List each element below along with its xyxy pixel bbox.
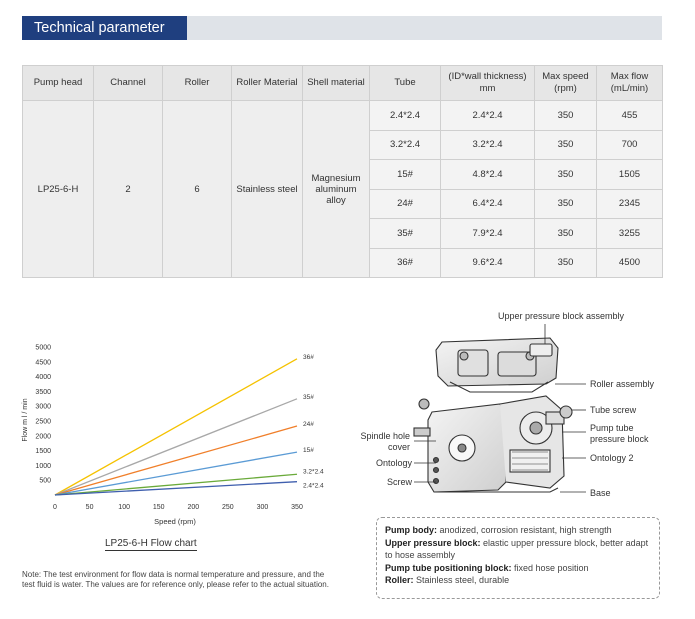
table-row: [23, 101, 663, 131]
cell-tube: 35#: [370, 219, 441, 249]
label-screw: Screw: [386, 477, 412, 487]
series-label: 24#: [303, 421, 314, 429]
cell-flow: 455: [597, 101, 663, 131]
label-pump-tube-line1: Pump tube: [590, 423, 634, 433]
cell-tube: 2.4*2.4: [370, 101, 441, 131]
cell-speed: 350: [535, 160, 597, 190]
series-label: 35#: [303, 393, 314, 401]
x-tick-label: 350: [291, 504, 303, 511]
col-pump-head: Pump head: [23, 66, 94, 101]
col-channel: Channel: [94, 66, 163, 101]
info-positioning-block: Pump tube positioning block: fixed hose position: [385, 562, 589, 573]
col-max-flow: Max flow (mL/min): [597, 66, 663, 101]
cell-flow: 3255: [597, 219, 663, 249]
x-tick-label: 50: [85, 504, 94, 511]
x-tick-label: 0: [53, 504, 57, 511]
series-label: 2.4*2.4: [303, 482, 324, 490]
cell-tube: 3.2*2.4: [370, 130, 441, 160]
series-line-1: [55, 399, 297, 495]
info-pump-body: Pump body: anodized, corrosion resistant, high strength: [385, 525, 612, 535]
info-roller: Roller: Stainless steel, durable: [385, 575, 510, 585]
label-ontology-2: Ontology 2: [590, 453, 634, 463]
y-tick-label: 2000: [35, 433, 51, 441]
cell-roller: 6: [163, 101, 232, 278]
label-pump-tube-line2: pressure block: [590, 434, 649, 444]
parameter-table: [22, 65, 663, 278]
pump-exploded-svg: [350, 300, 695, 515]
cell-size: 9.6*2.4: [441, 248, 535, 278]
feature-info-box: [376, 517, 660, 599]
cell-flow: 2345: [597, 189, 663, 219]
label-upper-pressure-block-assembly: Upper pressure block assembly: [498, 311, 625, 321]
y-tick-label: 1000: [35, 462, 51, 470]
cell-speed: 350: [535, 101, 597, 131]
y-tick-label: 500: [39, 477, 51, 485]
series-label: 36#: [303, 353, 314, 361]
x-tick-label: 250: [222, 504, 234, 511]
y-tick-label: 3000: [35, 403, 51, 411]
section-title: Technical parameter: [22, 16, 187, 40]
label-ontology: Ontology: [375, 458, 412, 468]
y-tick-label: 1500: [35, 448, 51, 456]
cell-model: LP25-6-H: [23, 101, 94, 278]
series-line-0: [55, 359, 297, 495]
cell-tube: 24#: [370, 189, 441, 219]
pump-exploded-diagram: [350, 300, 695, 515]
chart-title: LP25-6-H Flow chart: [105, 538, 197, 549]
cell-tube: 15#: [370, 160, 441, 190]
label-base: Base: [590, 488, 611, 498]
section-header-bar: [22, 16, 662, 40]
cell-size: 4.8*2.4: [441, 160, 535, 190]
x-tick-label: 150: [152, 504, 165, 511]
y-axis-label: Flow m l / min: [22, 398, 29, 442]
y-tick-label: 4000: [35, 374, 51, 382]
label-spindle-line2: cover: [387, 442, 410, 452]
col-roller-material: Roller Material: [232, 66, 303, 101]
cell-shell-material: Magnesium aluminum alloy: [303, 101, 370, 278]
cell-tube: 36#: [370, 248, 441, 278]
col-roller: Roller: [163, 66, 232, 101]
cell-size: 2.4*2.4: [441, 101, 535, 131]
x-tick-label: 300: [256, 504, 269, 511]
y-tick-label: 4500: [35, 359, 51, 367]
pump-body-drawing: [414, 396, 572, 492]
cell-flow: 4500: [597, 248, 663, 278]
x-tick-label: 100: [118, 504, 130, 511]
series-label: 3.2*2.4: [303, 468, 324, 476]
x-tick-label: 200: [187, 504, 200, 511]
cell-speed: 350: [535, 189, 597, 219]
cell-flow: 700: [597, 130, 663, 160]
y-tick-label: 5000: [35, 344, 51, 352]
y-tick-label: 2500: [35, 418, 51, 426]
upper-pressure-block-drawing: [436, 338, 558, 392]
test-note: Note: The test environment for flow data is normal temperature and pressure, and the test fluid is water. The values are for reference only, please refer to the actual situation.: [22, 570, 329, 589]
cell-speed: 350: [535, 248, 597, 278]
info-upper-pressure-block: Upper pressure block: elastic upper pressure block, better adapt to hose assembly: [385, 537, 649, 560]
label-spindle-line1: Spindle hole: [360, 431, 410, 441]
cell-size: 7.9*2.4: [441, 219, 535, 249]
cell-speed: 350: [535, 130, 597, 160]
cell-size: 3.2*2.4: [441, 130, 535, 160]
x-axis-label: Speed (rpm): [154, 517, 196, 526]
label-tube-screw: Tube screw: [590, 405, 637, 415]
col-max-speed: Max speed (rpm): [535, 66, 597, 101]
col-wall-thickness: (ID*wall thickness) mm: [441, 66, 535, 101]
table-header-row: [23, 66, 663, 101]
col-shell-material: Shell material: [303, 66, 370, 101]
flow-chart: [0, 300, 340, 560]
cell-size: 6.4*2.4: [441, 189, 535, 219]
cell-roller-material: Stainless steel: [232, 101, 303, 278]
flow-chart-svg: [0, 300, 340, 535]
label-roller-assembly: Roller assembly: [590, 379, 655, 389]
cell-channel: 2: [94, 101, 163, 278]
series-label: 15#: [303, 447, 314, 455]
cell-speed: 350: [535, 219, 597, 249]
cell-flow: 1505: [597, 160, 663, 190]
col-tube: Tube: [370, 66, 441, 101]
y-tick-label: 3500: [35, 388, 51, 396]
